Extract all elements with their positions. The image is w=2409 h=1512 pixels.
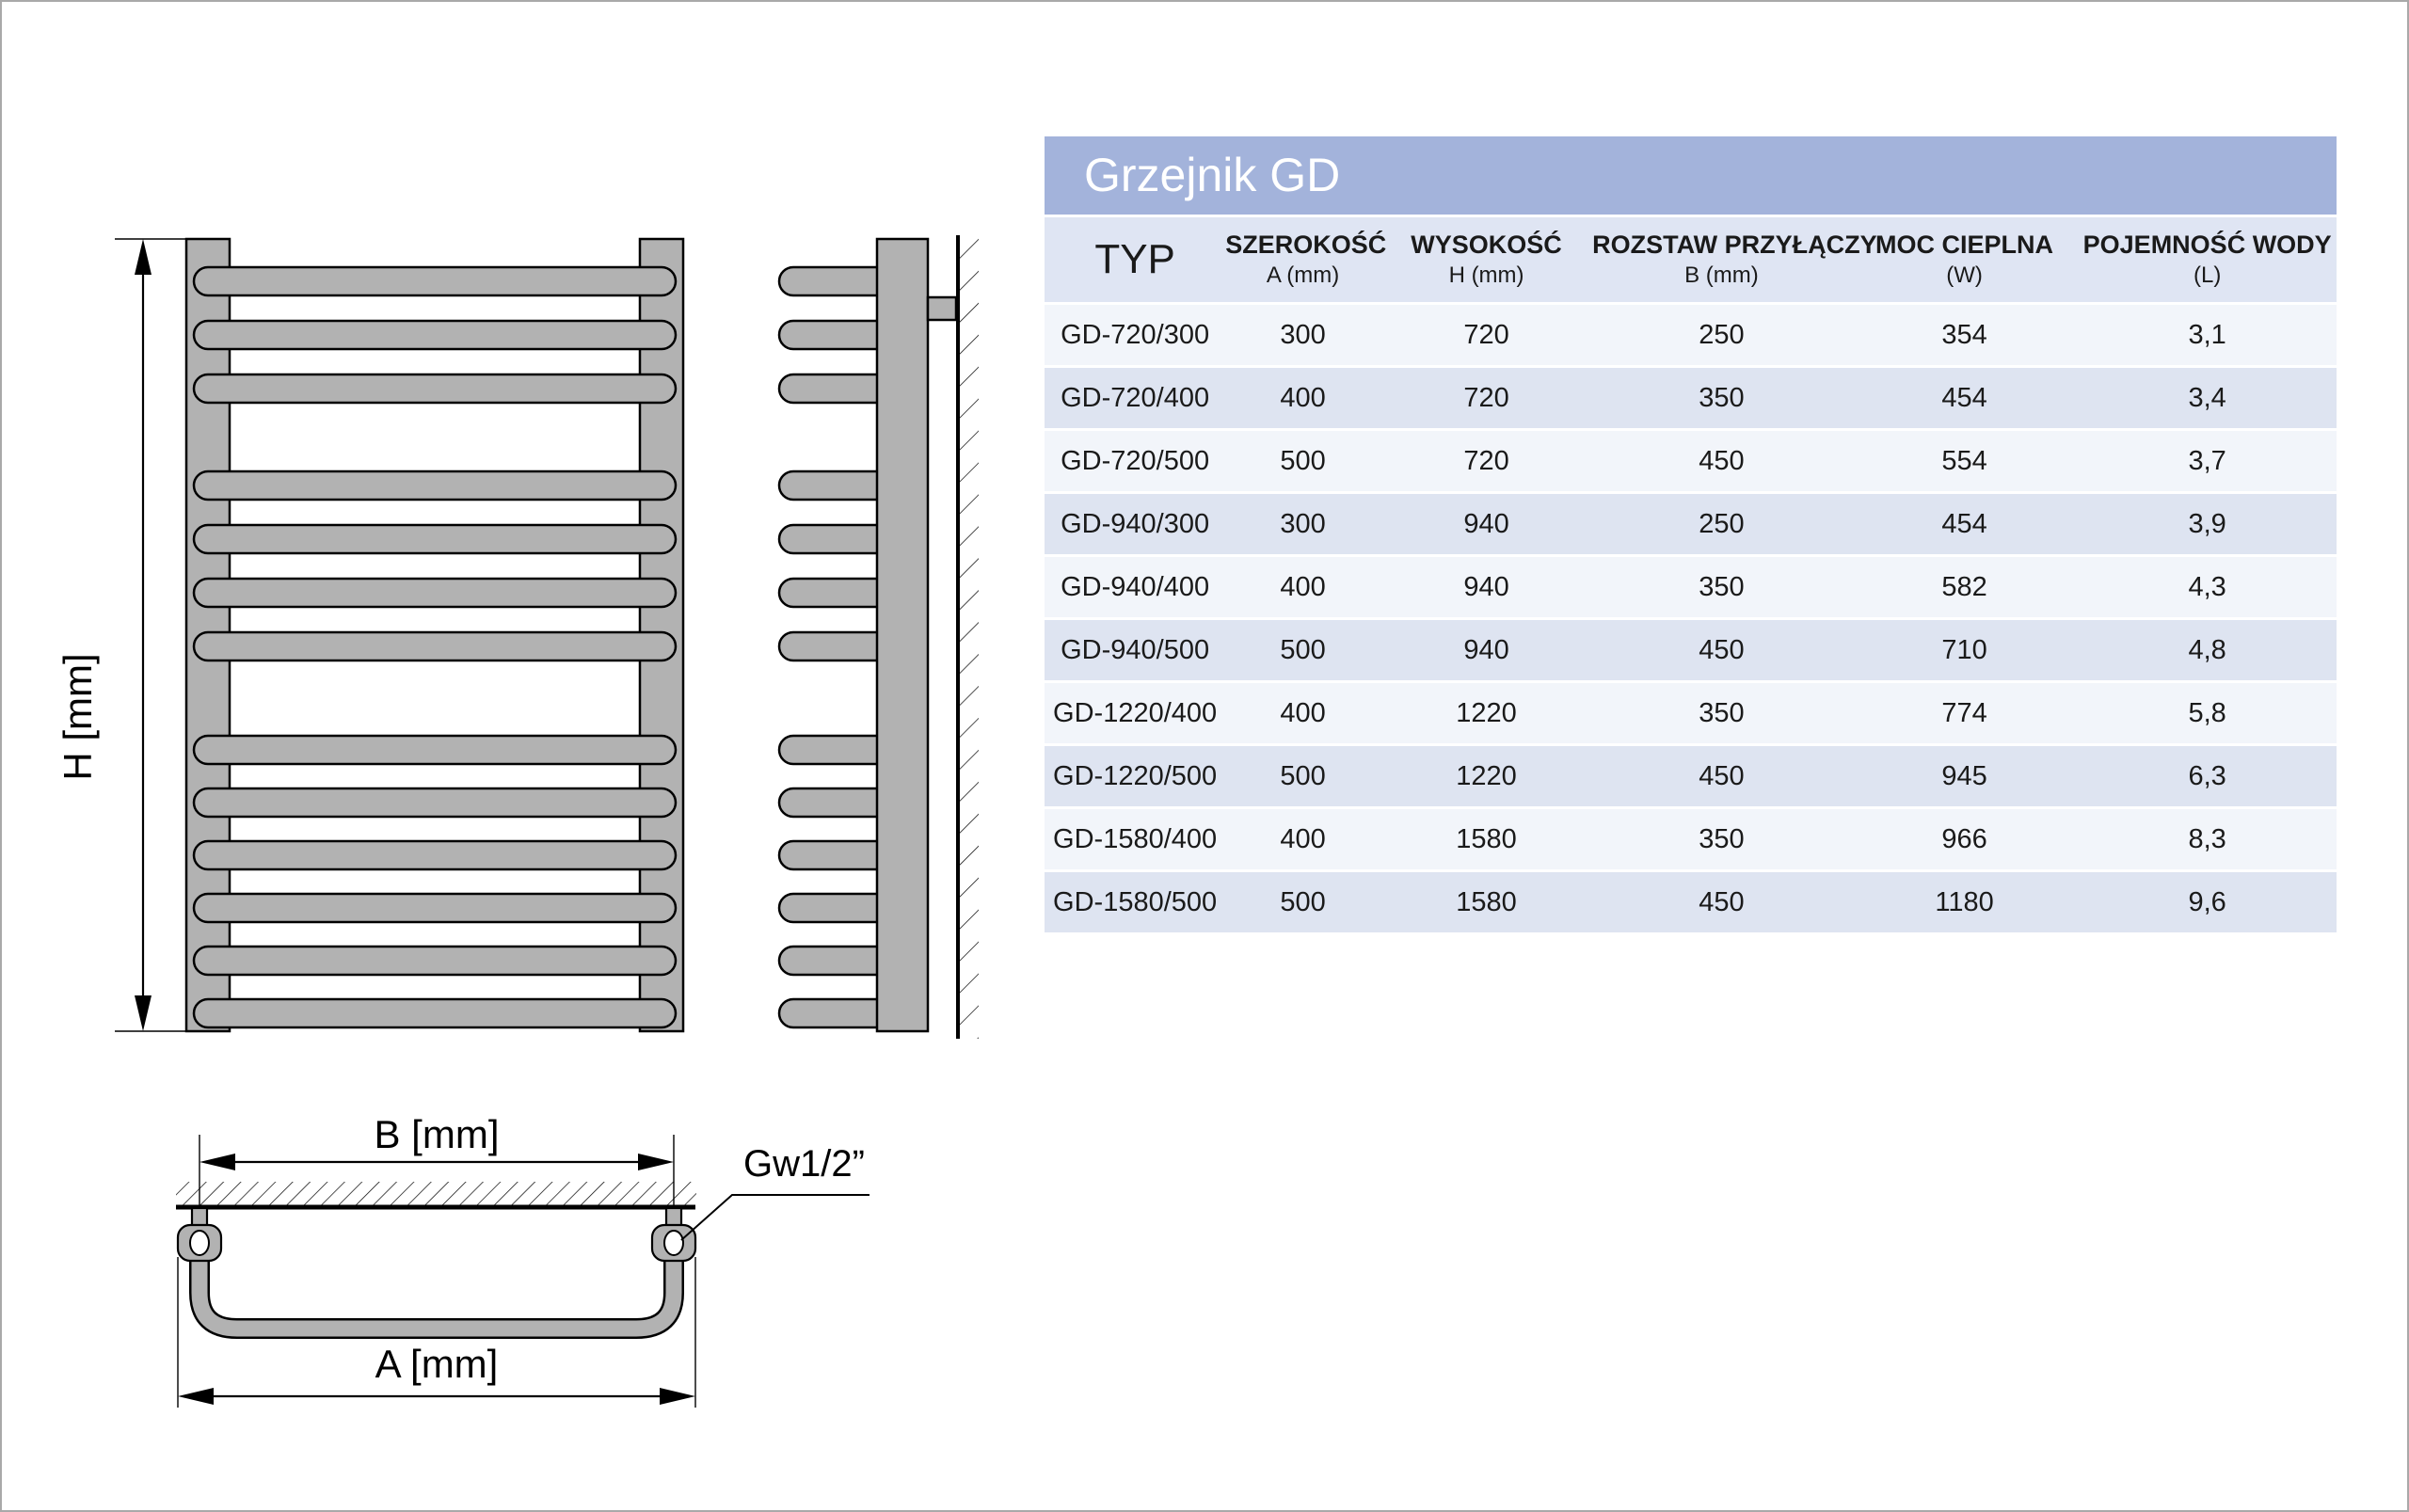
- cell-rozstaw: 350: [1699, 382, 1745, 413]
- cell-pojemnosc: 9,6: [2188, 886, 2226, 917]
- cell-moc: 774: [1941, 697, 1987, 728]
- wall-bracket: [928, 297, 956, 320]
- arrowhead-left: [178, 1388, 214, 1405]
- arrowhead-up: [135, 239, 152, 275]
- thread-callout: [681, 1143, 869, 1240]
- cell-wysokosc: 720: [1463, 319, 1509, 350]
- cell-szerokosc: 500: [1280, 445, 1326, 476]
- b-dimension-label: B [mm]: [374, 1112, 500, 1156]
- cell-moc: 710: [1941, 634, 1987, 665]
- cell-wysokosc: 940: [1463, 634, 1509, 665]
- cell-moc: 582: [1941, 571, 1987, 602]
- dimension-h: [56, 239, 186, 1031]
- table-body: [1045, 305, 2337, 932]
- wall-hatch: [960, 237, 979, 1039]
- table-row: [1045, 746, 2337, 806]
- technical-drawing: [2, 2, 999, 1512]
- cell-typ: GD-1220/500: [1053, 760, 1218, 791]
- table-row: [1045, 809, 2337, 869]
- table-row: [1045, 431, 2337, 491]
- table-row: [1045, 368, 2337, 428]
- side-wall: [958, 235, 979, 1039]
- cell-typ: GD-1580/400: [1053, 823, 1218, 854]
- column-label: SZEROKOŚĆ: [1225, 231, 1387, 259]
- column-header-pojemnosc: [2078, 231, 2337, 289]
- u-tube-outline: [199, 1259, 674, 1329]
- cell-szerokosc: 400: [1280, 382, 1326, 413]
- rung: [194, 321, 676, 349]
- cell-moc: 354: [1941, 319, 1987, 350]
- table-row: [1045, 557, 2337, 617]
- cell-typ: GD-1220/400: [1053, 697, 1218, 728]
- table-header-row: [1045, 217, 2337, 302]
- cell-typ: GD-720/400: [1061, 382, 1210, 413]
- side-collector: [877, 239, 928, 1031]
- cell-rozstaw: 450: [1699, 634, 1745, 665]
- cell-typ: GD-1580/500: [1053, 886, 1218, 917]
- cell-moc: 454: [1941, 382, 1987, 413]
- fitting-hole: [190, 1231, 209, 1255]
- cell-rozstaw: 450: [1699, 445, 1745, 476]
- cell-typ: GD-720/300: [1061, 319, 1210, 350]
- cell-szerokosc: 300: [1280, 508, 1326, 539]
- rung: [194, 947, 676, 975]
- cell-moc: 945: [1941, 760, 1987, 791]
- rung: [194, 579, 676, 607]
- fitting-hole: [664, 1231, 683, 1255]
- cell-wysokosc: 1220: [1456, 697, 1517, 728]
- cell-rozstaw: 250: [1699, 508, 1745, 539]
- cell-rozstaw: 450: [1699, 886, 1745, 917]
- table-row: [1045, 872, 2337, 932]
- cell-pojemnosc: 4,3: [2188, 571, 2226, 602]
- rung: [194, 471, 676, 500]
- column-unit: (W): [1946, 263, 1983, 288]
- table-row: [1045, 305, 2337, 365]
- rung: [194, 788, 676, 817]
- cell-pojemnosc: 3,4: [2188, 382, 2226, 413]
- a-dimension-label: A [mm]: [375, 1342, 499, 1386]
- cell-szerokosc: 400: [1280, 823, 1326, 854]
- cell-wysokosc: 720: [1463, 382, 1509, 413]
- cell-typ: GD-940/400: [1061, 571, 1210, 602]
- arrowhead-right: [660, 1388, 695, 1405]
- cell-szerokosc: 500: [1280, 760, 1326, 791]
- cell-pojemnosc: 4,8: [2188, 634, 2226, 665]
- side-view: [779, 239, 956, 1031]
- cell-moc: 454: [1941, 508, 1987, 539]
- table-row: [1045, 494, 2337, 554]
- cell-pojemnosc: 3,7: [2188, 445, 2226, 476]
- cell-moc: 554: [1941, 445, 1987, 476]
- cell-pojemnosc: 5,8: [2188, 697, 2226, 728]
- cell-wysokosc: 940: [1463, 571, 1509, 602]
- rung: [194, 267, 676, 295]
- cell-wysokosc: 1580: [1456, 823, 1517, 854]
- cell-rozstaw: 350: [1699, 571, 1745, 602]
- wall-hatch: [176, 1182, 696, 1205]
- cell-szerokosc: 500: [1280, 634, 1326, 665]
- top-view: [176, 1182, 696, 1329]
- column-header-typ: [1045, 236, 1225, 283]
- column-unit: H (mm): [1448, 263, 1524, 288]
- cell-szerokosc: 500: [1280, 886, 1326, 917]
- column-unit: A (mm): [1266, 263, 1340, 288]
- table-title: [1045, 136, 2337, 215]
- spec-table: [1045, 136, 2337, 932]
- table-row: [1045, 683, 2337, 743]
- cell-moc: 966: [1941, 823, 1987, 854]
- column-label: TYP: [1094, 236, 1175, 282]
- table-row: [1045, 620, 2337, 680]
- rung: [194, 841, 676, 869]
- column-header-moc: [1851, 231, 2079, 289]
- column-unit: B (mm): [1684, 263, 1759, 288]
- column-label: ROZSTAW PRZYŁĄCZY: [1592, 231, 1877, 259]
- cell-moc: 1180: [1935, 886, 1994, 917]
- arrowhead-down: [135, 995, 152, 1031]
- rung: [194, 999, 676, 1027]
- rung: [194, 894, 676, 922]
- table-title-text: Grzejnik GD: [1084, 149, 1341, 201]
- column-unit: (L): [2194, 263, 2222, 288]
- cell-szerokosc: 400: [1280, 697, 1326, 728]
- cell-rozstaw: 250: [1699, 319, 1745, 350]
- cell-pojemnosc: 3,9: [2188, 508, 2226, 539]
- cell-wysokosc: 720: [1463, 445, 1509, 476]
- cell-szerokosc: 300: [1280, 319, 1326, 350]
- cell-wysokosc: 940: [1463, 508, 1509, 539]
- column-header-wysokosc: [1380, 231, 1592, 289]
- arrowhead-right: [638, 1154, 674, 1170]
- front-view: [186, 239, 683, 1031]
- cell-pojemnosc: 3,1: [2188, 319, 2226, 350]
- thread-label: Gw1/2”: [743, 1143, 865, 1185]
- cell-szerokosc: 400: [1280, 571, 1326, 602]
- cell-typ: GD-720/500: [1061, 445, 1210, 476]
- cell-wysokosc: 1220: [1456, 760, 1517, 791]
- rung: [194, 374, 676, 403]
- rung: [194, 525, 676, 553]
- cell-pojemnosc: 8,3: [2188, 823, 2226, 854]
- column-label: WYSOKOŚĆ: [1411, 231, 1562, 259]
- column-label: MOC CIEPLNA: [1875, 231, 2054, 259]
- cell-rozstaw: 450: [1699, 760, 1745, 791]
- rung: [194, 632, 676, 661]
- column-label: POJEMNOŚĆ WODY: [2082, 231, 2332, 259]
- cell-rozstaw: 350: [1699, 697, 1745, 728]
- cell-pojemnosc: 6,3: [2188, 760, 2226, 791]
- cell-typ: GD-940/300: [1061, 508, 1210, 539]
- h-dimension-label: H [mm]: [56, 653, 100, 781]
- column-header-rozstaw: [1592, 231, 1877, 289]
- arrowhead-left: [199, 1154, 235, 1170]
- u-tube: [199, 1259, 674, 1329]
- leader-line: [681, 1195, 869, 1240]
- rung: [194, 736, 676, 764]
- cell-wysokosc: 1580: [1456, 886, 1517, 917]
- column-header-szerokosc: [1225, 231, 1387, 289]
- cell-typ: GD-940/500: [1061, 634, 1210, 665]
- cell-rozstaw: 350: [1699, 823, 1745, 854]
